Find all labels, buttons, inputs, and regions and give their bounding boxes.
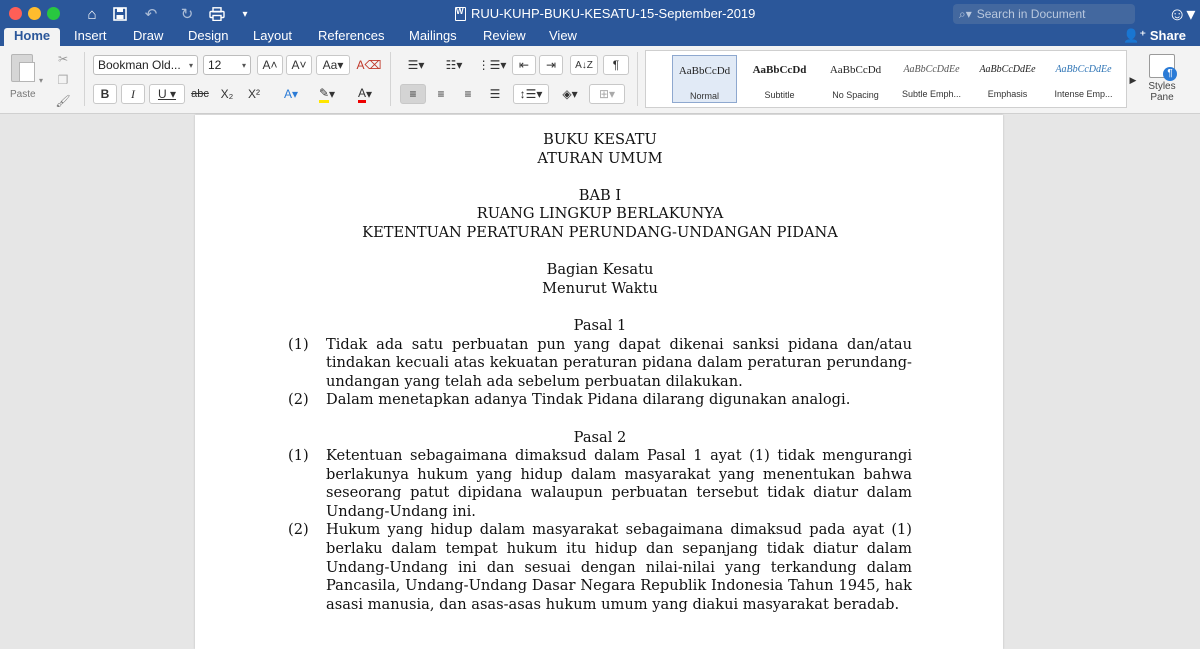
format-painter-icon[interactable]: 🖌 [55,94,71,108]
zoom-window-button[interactable] [47,7,60,20]
undo-icon[interactable]: ↶ [144,6,158,23]
shading-icon[interactable]: ◈▾ [562,87,578,101]
styles-gallery [645,50,1127,108]
sort-icon[interactable]: A↓Z [570,55,598,75]
borders-icon[interactable]: ⊞▾ [589,84,625,104]
print-icon[interactable] [206,4,228,24]
tab-draw[interactable]: Draw [133,28,164,43]
book-heading: BUKU KESATU [543,131,657,148]
minimize-window-button[interactable] [28,7,41,20]
tab-mailings[interactable]: Mailings [409,28,457,43]
tab-layout[interactable]: Layout [253,28,293,43]
bold-icon[interactable]: B [93,84,117,104]
chevron-down-icon: ▾ [241,60,246,70]
bullets-icon[interactable]: ☰▾ [407,58,425,72]
tab-view[interactable]: View [549,28,577,43]
font-size-box[interactable]: 12 ▾ [203,55,251,75]
styles-gallery-more-icon[interactable]: ▶ [1129,74,1137,85]
numbering-icon[interactable]: ☷▾ [445,58,463,72]
ribbon [0,46,1200,114]
paste-button[interactable] [7,54,39,94]
chapter-title-line-1: RUANG LINGKUP BERLAKUNYA [476,205,724,223]
italic-icon[interactable]: I [121,84,145,104]
font-color-icon[interactable]: A ▾ [357,85,373,101]
clear-formatting-icon[interactable]: A⌫ [356,58,382,72]
document-text[interactable] [288,131,912,614]
article-1-title: Pasal 1 [573,316,627,334]
list-item: (1) Ketentuan sebagaimana dimaksud dalam Pasal 1 ayat (1) tidak mengurangi berlakunya hukum yang hidup dalam masyarakat yang menentukan bahwa seseorang patut dipidana walaupun perbuatan tersebut tidak diatur dalam Undang-Undang ini. [288,447,912,520]
underline-icon[interactable]: U ▾ [149,84,185,104]
ribbon-tabs [0,28,1200,46]
style-subtitle[interactable]: AaBbCcDd Subtitle [752,64,807,100]
section-title: Menurut Waktu [542,279,658,297]
align-left-icon[interactable]: ≡ [400,84,426,104]
document-icon [455,7,466,21]
align-right-icon[interactable]: ≡ [464,87,472,101]
tab-review[interactable]: Review [483,28,526,43]
paste-label: Paste [10,89,36,100]
change-case-icon[interactable]: Aa▾ [316,55,350,75]
subscript-icon[interactable]: X₂ [220,87,234,101]
chapter-heading: BAB I [578,186,622,204]
superscript-icon[interactable]: X² [248,87,260,101]
justify-icon[interactable]: ☰ [489,87,501,101]
style-normal[interactable]: AaBbCcDd Normal [672,55,737,103]
tab-insert[interactable]: Insert [74,28,107,43]
add-person-icon: 👤⁺ [1123,28,1147,43]
multilevel-list-icon[interactable]: ⋮☰▾ [477,58,507,72]
strikethrough-icon[interactable]: abc [191,88,209,100]
copy-icon[interactable]: ❐ [57,73,69,87]
document-canvas [0,115,1200,649]
styles-pane-icon [1149,54,1175,78]
redo-icon[interactable]: ↻ [180,6,194,23]
style-intense-emphasis[interactable]: AaBbCcDdEe Intense Emp... [1054,64,1113,99]
shrink-font-icon[interactable]: A˅ [286,55,312,75]
close-window-button[interactable] [9,7,22,20]
paste-dropdown-icon[interactable]: ▾ [38,75,43,85]
list-item: (1) Tidak ada satu perbuatan pun yang dapat dikenai sanksi pidana dan/atau tindakan kecuali atas kekuatan peraturan pidana dalam peraturan perundang-undangan yang telah ada sebelum perbuatan dilakukan. [288,335,912,390]
list-item: (2) Dalam menetapkan adanya Tindak Pidana dilarang digunakan analogi. [288,391,851,409]
share-button[interactable]: 👤⁺ Share [1123,28,1186,43]
increase-indent-icon[interactable]: ⇥ [539,55,563,75]
list-item: (2) Hukum yang hidup dalam masyarakat sebagaimana dimaksud pada ayat (1) berlaku dalam tempat hukum itu hidup dan sepanjang tidak diatur dalam Undang-Undang ini dan sesuai dengan nilai-nilai yang terkandung dalam Pancasila, Undang-Undang Dasar Negara Republik Indonesia Tahun 1945, hak asasi manusia, dan asas-asas hukum umum yang diakui masyarakat beradab. [288,521,912,613]
styles-pane-button[interactable]: ¶ Styles Pane [1145,54,1179,103]
window-title: W RUU-KUHP-BUKU-KESATU-15-September-2019 [455,6,755,21]
cut-icon[interactable]: ✂ [57,52,69,66]
grow-font-icon[interactable]: A˄ [257,55,283,75]
align-center-icon[interactable]: ≡ [437,87,445,101]
text-effects-icon[interactable]: A▾ [283,87,299,101]
section-heading: Bagian Kesatu [546,261,654,279]
customize-toolbar-icon[interactable]: ▾ [242,8,248,20]
tab-design[interactable]: Design [188,28,229,43]
search-icon: ⌕▾ [959,6,972,21]
search-in-document[interactable]: ⌕▾ Search in Document [953,4,1135,24]
article-2-title: Pasal 2 [573,428,627,446]
save-icon[interactable] [110,4,130,24]
highlight-color-icon[interactable]: ✎ ▾ [318,85,336,101]
tab-home[interactable]: Home [4,28,60,46]
chapter-title-line-2: KETENTUAN PERATURAN PERUNDANG-UNDANGAN PIDANA [362,223,838,241]
decrease-indent-icon[interactable]: ⇤ [512,55,536,75]
tab-references[interactable]: References [318,28,385,43]
line-spacing-icon[interactable]: ↕☰▾ [513,84,549,104]
font-name-box[interactable]: Bookman Old... ▾ [93,55,198,75]
home-icon[interactable]: ⌂ [87,5,97,23]
style-subtle-emphasis[interactable]: AaBbCcDdEe Subtle Emph... [901,64,962,99]
document-page[interactable] [195,115,1003,649]
style-no-spacing[interactable]: AaBbCcDd No Spacing [829,64,882,100]
chevron-down-icon: ▾ [188,60,193,70]
title-bar [0,0,1200,28]
book-subheading: ATURAN UMUM [537,149,663,167]
pilcrow-icon[interactable]: ¶ [603,55,629,75]
style-emphasis[interactable]: AaBbCcDdEe Emphasis [979,64,1036,99]
smiley-feedback-icon[interactable]: ☺▾ [1168,4,1196,24]
